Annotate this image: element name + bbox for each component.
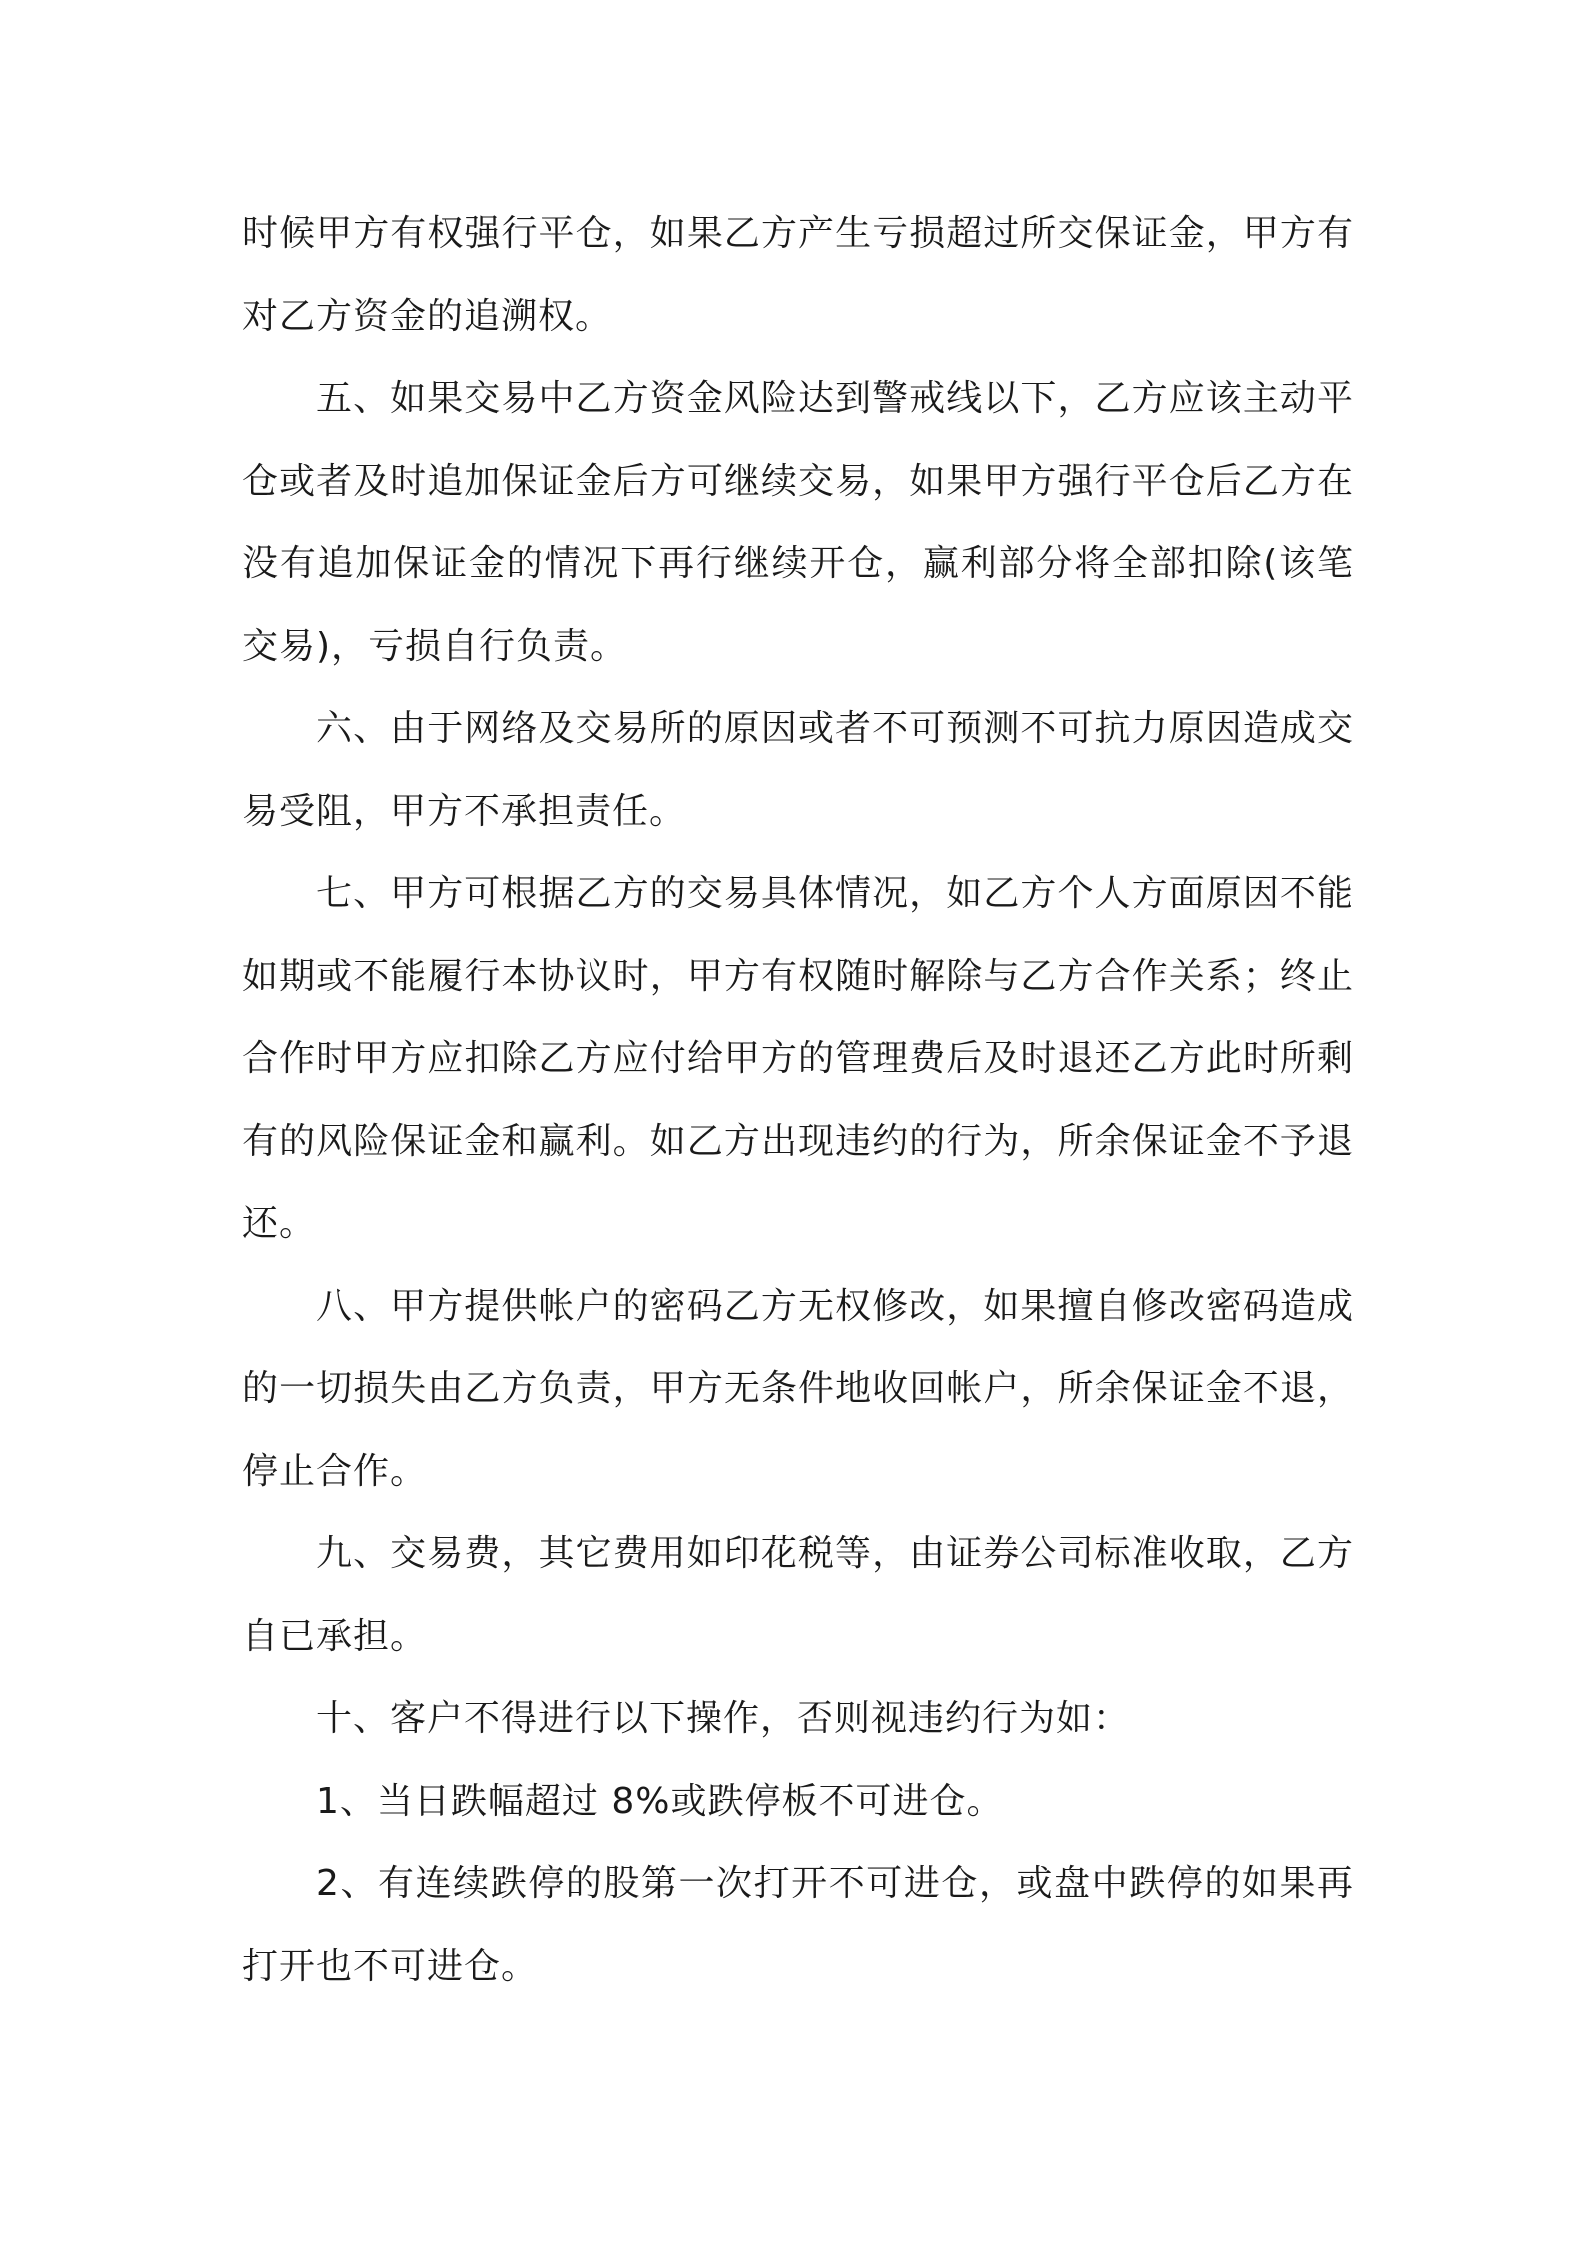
paragraph-item-1: 1、当日跌幅超过 8%或跌停板不可进仓。 <box>316 1780 1004 1822</box>
paragraph-clause-6: 六、由于网络及交易所的原因或者不可预测不可抗力原因造成交易受阻，甲方不承担责任。 <box>242 708 1354 832</box>
paragraph-clause-5: 五、如果交易中乙方资金风险达到警戒线以下，乙方应该主动平仓或者及时追加保证金后方可继续交易，如果甲方强行平仓后乙方在没有追加保证金的情况下再行继续开仓，赢利部分将全部扣除(该笔交易)，亏损自行负责。 <box>242 378 1354 667</box>
paragraph-clause-10: 十、客户不得进行以下操作，否则视违约行为如： <box>316 1698 1131 1739</box>
paragraph-item-2: 2、有连续跌停的股第一次打开不可进仓，或盘中跌停的如果再打开也不可进仓。 <box>242 1863 1354 1987</box>
paragraph-continuation: 时候甲方有权强行平仓，如果乙方产生亏损超过所交保证金，甲方有对乙方资金的追溯权。 <box>242 213 1354 337</box>
paragraph-clause-9: 九、交易费，其它费用如印花税等，由证券公司标准收取，乙方自已承担。 <box>242 1533 1354 1657</box>
paragraph-clause-7: 七、甲方可根据乙方的交易具体情况，如乙方个人方面原因不能如期或不能履行本协议时，甲方有权随时解除与乙方合作关系；终止合作时甲方应扣除乙方应付给甲方的管理费后及时退还乙方此时所剩有的风险保证金和赢利。如乙方出现违约的行为，所余保证金不予退还。 <box>242 873 1354 1244</box>
paragraph-clause-8: 八、甲方提供帐户的密码乙方无权修改，如果擅自修改密码造成的一切损失由乙方负责，甲方无条件地收回帐户，所余保证金不退，停止合作。 <box>242 1285 1354 1492</box>
document-body <box>242 193 1354 2008</box>
